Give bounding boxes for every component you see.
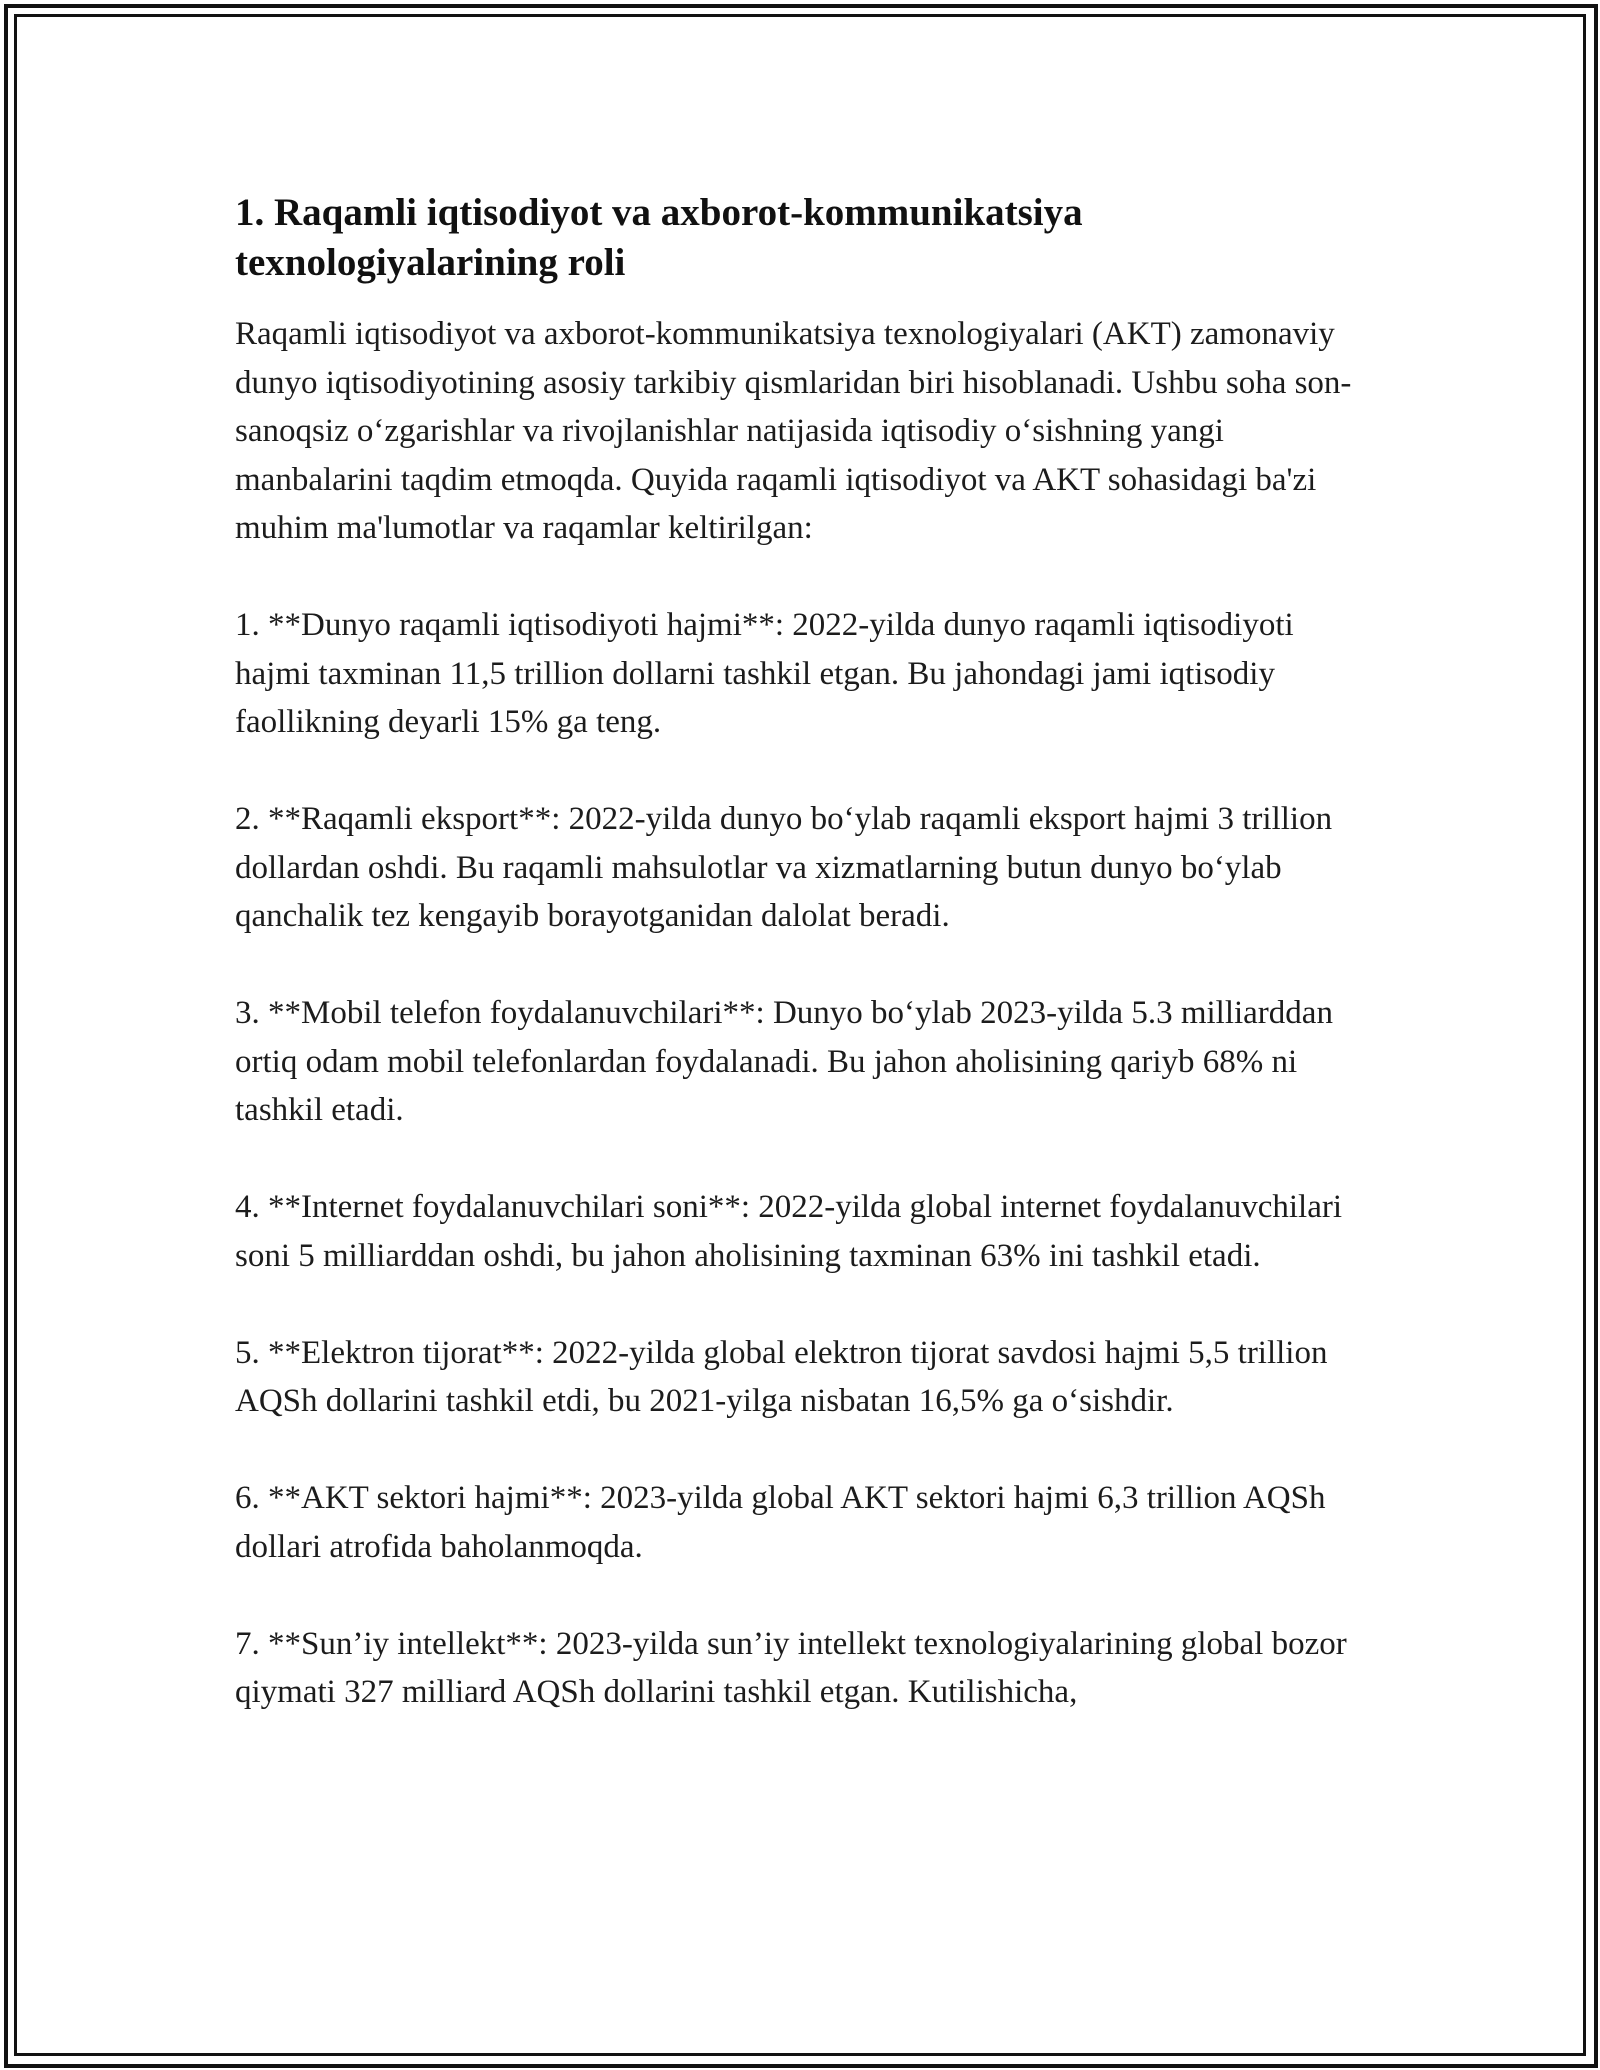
list-item: 7. **Sun’iy intellekt**: 2023-yilda sun’iy intellekt texnologiyalarining global bozor qiymati 327 milliard AQSh dollarini tashkil etgan. Kutilishicha, [235,1625,1347,1710]
section-heading: 1. Raqamli iqtisodiyot va axborot-kommunikatsiya texnologiyalarining roli [235,191,1083,284]
list-item: 4. **Internet foydalanuvchilari soni**: 2022-yilda global internet foydalanuvchilari soni 5 milliarddan oshdi, bu jahon aholisining taxminan 63% ini tashkil etadi. [235,1189,1343,1274]
list-item: 5. **Elektron tijorat**: 2022-yilda global elektron tijorat savdosi hajmi 5,5 trillion AQSh dollarini tashkil etdi, bu 2021-yilga nisbatan 16,5% ga o‘sishdir. [235,1334,1328,1419]
intro-paragraph: Raqamli iqtisodiyot va axborot-kommunikatsiya texnologiyalari (AKT) zamonaviy dunyo iqtisodiyotining asosiy tarkibiy qismlaridan biri hisoblanadi. Ushbu soha son-sanoqsiz o‘zgarishlar va rivojlanishlar natijasida iqtisodiy o‘sishning yangi manbalarini taqdim etmoqda. Quyida raqamli iqtisodiyot va AKT sohasidagi ba'zi muhim ma'lumotlar va raqamlar keltirilgan: [235,316,1352,546]
list-item: 1. **Dunyo raqamli iqtisodiyoti hajmi**: 2022-yilda dunyo raqamli iqtisodiyoti hajmi taxminan 11,5 trillion dollarni tashkil etgan. Bu jahondagi jami iqtisodiy faollikning deyarli 15% ga teng. [235,607,1294,740]
document-body [235,188,1375,1717]
list-item: 2. **Raqamli eksport**: 2022-yilda dunyo bo‘ylab raqamli eksport hajmi 3 trillion dollardan oshdi. Bu raqamli mahsulotlar va xizmatlarning butun dunyo bo‘ylab qanchalik tez kengayib borayotganidan dalolat beradi. [235,801,1333,934]
list-item: 6. **AKT sektori hajmi**: 2023-yilda global AKT sektori hajmi 6,3 trillion AQSh dollari atrofida baholanmoqda. [235,1480,1326,1565]
list-item: 3. **Mobil telefon foydalanuvchilari**: Dunyo bo‘ylab 2023-yilda 5.3 milliarddan ortiq odam mobil telefonlardan foydalanadi. Bu jahon aholisining qariyb 68% ni tashkil etadi. [235,995,1333,1128]
